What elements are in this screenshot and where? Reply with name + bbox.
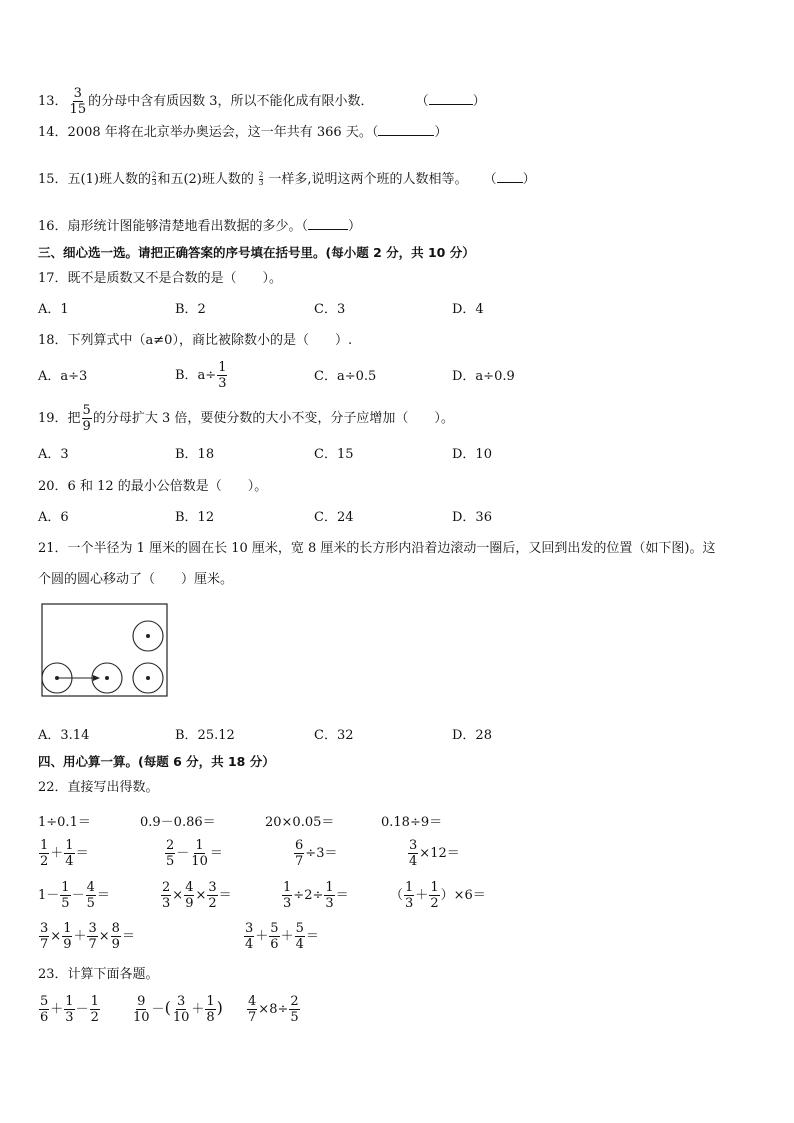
calc-item: 20×0.05＝ <box>265 815 335 830</box>
calc-item: 1－ $\frac{1}{5}$ － $\frac{4}{5}$ ＝ <box>38 880 110 911</box>
question-14: 14．2008 年将在北京举办奥运会，这一年共有 366 天。（ ） <box>38 125 448 140</box>
q21-option-b[interactable]: B．25.12 <box>175 728 235 743</box>
q13-number: 13． <box>38 94 68 109</box>
calc-item: 1÷0.1＝ <box>38 815 91 830</box>
calc-item: $\frac{2}{5}$ － $\frac{1}{10}$ ＝ <box>166 838 223 869</box>
q20-option-c[interactable]: C．24 <box>314 510 354 525</box>
q18-option-d[interactable]: D．a÷0.9 <box>452 369 515 384</box>
question-16: 16．扇形统计图能够清楚地看出数据的多少。（ ） <box>38 219 362 234</box>
question-19: 19．把 $\frac{5}{9}$ 的分母扩大 3 倍，要使分数的大小不变，分子应增加（ ）。 <box>38 403 454 434</box>
calc-item: $\frac{6}{7}$ ÷3＝ <box>295 838 338 869</box>
question-22-title: 22．直接写出得数。 <box>38 780 159 795</box>
arrow-head <box>93 675 100 681</box>
q21-option-d[interactable]: D．28 <box>452 728 492 743</box>
fraction: $\frac{3}{15}$ <box>69 86 87 117</box>
q21-option-a[interactable]: A．3.14 <box>38 728 90 743</box>
answer-blank[interactable] <box>308 219 348 230</box>
q19-option-b[interactable]: B．18 <box>175 447 215 462</box>
calc-item: $\frac{3}{4}$ ＋ $\frac{5}{6}$ ＋ $\frac{5}{4}$ ＝ <box>245 921 319 952</box>
calc-item: $\frac{4}{7}$ ×8÷ $\frac{2}{5}$ <box>248 994 299 1025</box>
section-4-heading: 四、用心算一算。(每题 6 分，共 18 分） <box>38 754 275 769</box>
calc-item: 0.9－0.86＝ <box>140 815 216 830</box>
q17-option-c[interactable]: C．3 <box>314 302 346 317</box>
q19-option-a[interactable]: A．3 <box>38 447 69 462</box>
answer-blank[interactable] <box>378 125 434 136</box>
q20-option-d[interactable]: D．36 <box>452 510 492 525</box>
q19-option-d[interactable]: D．10 <box>452 447 492 462</box>
section-3-heading: 三、细心选一选。请把正确答案的序号填在括号里。(每小题 2 分，共 10 分） <box>38 245 475 260</box>
q17-option-a[interactable]: A．1 <box>38 302 69 317</box>
fraction: $\frac{2}{3}$ <box>258 171 264 187</box>
calc-item: $\frac{3}{7}$ × $\frac{1}{9}$ ＋ $\frac{3}{7}$ × $\frac{8}{9}$ ＝ <box>40 921 135 952</box>
q18-option-a[interactable]: A．a÷3 <box>38 369 88 384</box>
calc-item: $\frac{3}{4}$ ×12＝ <box>409 838 460 869</box>
q19-option-c[interactable]: C．15 <box>314 447 354 462</box>
calc-item: $\frac{9}{10}$ －( $\frac{3}{10}$ ＋ $\frac{1}{8}$ ) <box>133 994 223 1025</box>
q18-option-b[interactable]: B．a÷ $\frac{1}{3}$ <box>175 360 227 391</box>
q21-option-c[interactable]: C．32 <box>314 728 354 743</box>
question-13: 13． $\frac{3}{15}$ 的分母中含有质因数 3，所以不能化成有限小数． （ ） <box>38 86 486 117</box>
fraction: $\frac{5}{9}$ <box>82 403 91 434</box>
question-17: 17．既不是质数又不是合数的是（ ）。 <box>38 271 283 286</box>
calc-item: $\frac{5}{6}$ ＋ $\frac{1}{3}$ － $\frac{1}{2}$ <box>40 994 99 1025</box>
calc-item: $\frac{2}{3}$ × $\frac{4}{9}$ × $\frac{3}{2}$ ＝ <box>162 880 232 911</box>
calc-item: $\frac{1}{2}$ ＋ $\frac{1}{4}$ ＝ <box>40 838 89 869</box>
fraction: $\frac{1}{3}$ <box>218 360 227 391</box>
answer-blank[interactable] <box>429 94 473 105</box>
q17-option-d[interactable]: D．4 <box>452 302 484 317</box>
answer-blank[interactable] <box>497 172 523 183</box>
calc-item: （ $\frac{1}{3}$ ＋ $\frac{1}{2}$ ）×6＝ <box>390 880 486 911</box>
question-18: 18．下列算式中（a≠0），商比被除数小的是（ ）. <box>38 333 353 348</box>
question-21-line-1: 21．一个半径为 1 厘米的圆在长 10 厘米，宽 8 厘米的长方形内沿着边滚动一圈后，又回到出发的位置（如下图)。这 <box>38 541 716 556</box>
calc-item: $\frac{1}{3}$ ÷2÷ $\frac{1}{3}$ ＝ <box>283 880 349 911</box>
question-21-line-2: 个圆的圆心移动了（ ）厘米。 <box>38 572 234 587</box>
calc-item: 0.18÷9＝ <box>381 815 443 830</box>
question-15: 15．五(1)班人数的 $\frac{2}{3}$ 和五(2)班人数的 $\frac{2}{3}$ 一样多,说明这两个班的人数相等。 （ ） <box>38 171 536 187</box>
q17-option-b[interactable]: B．2 <box>175 302 206 317</box>
question-20: 20．6 和 12 的最小公倍数是（ ）。 <box>38 479 268 494</box>
fraction: $\frac{2}{3}$ <box>151 171 157 187</box>
question-23-title: 23．计算下面各题。 <box>38 967 159 982</box>
q20-option-b[interactable]: B．12 <box>175 510 215 525</box>
rectangle-circle-diagram <box>40 602 170 698</box>
q20-option-a[interactable]: A．6 <box>38 510 69 525</box>
q18-option-c[interactable]: C．a÷0.5 <box>314 369 377 384</box>
